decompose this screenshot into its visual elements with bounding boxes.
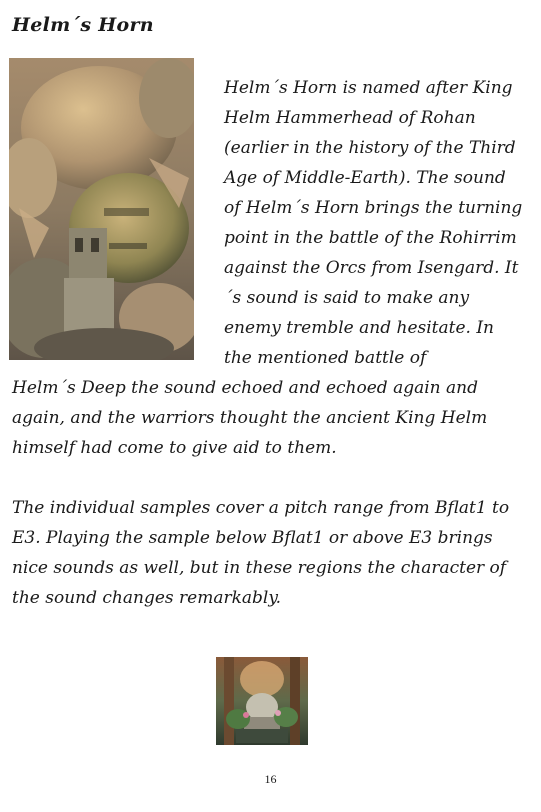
paragraph-pitch-range: The individual samples cover a pitch range from Bflat1 to E3. Playing the sample below Bflat1 or above E3 brings nice sounds as well, but in these regions the character of the sound changes remarkably. [12,498,510,608]
page-number: 16 [264,772,277,786]
stone-king-illustration [9,58,194,360]
page-title: Helm´s Horn [12,14,154,36]
paragraph-intro-wrapped: Helm´s Horn is named after King Helm Hammerhead of Rohan (earlier in the history of the Third Age of Middle-Earth). The sound of Helm´s Horn brings the turning point in the battle of the Rohirrim against the Orcs from Isengard. It´s sound is said to make any enemy tremble and hesitate. In the mentioned battle of [224,78,523,368]
forest-shrine-thumbnail [216,657,308,745]
paragraph-intro-continued: Helm´s Deep the sound echoed and echoed again and again, and the warriors thought the ancient King Helm himself had come to give aid to them. [12,378,488,458]
